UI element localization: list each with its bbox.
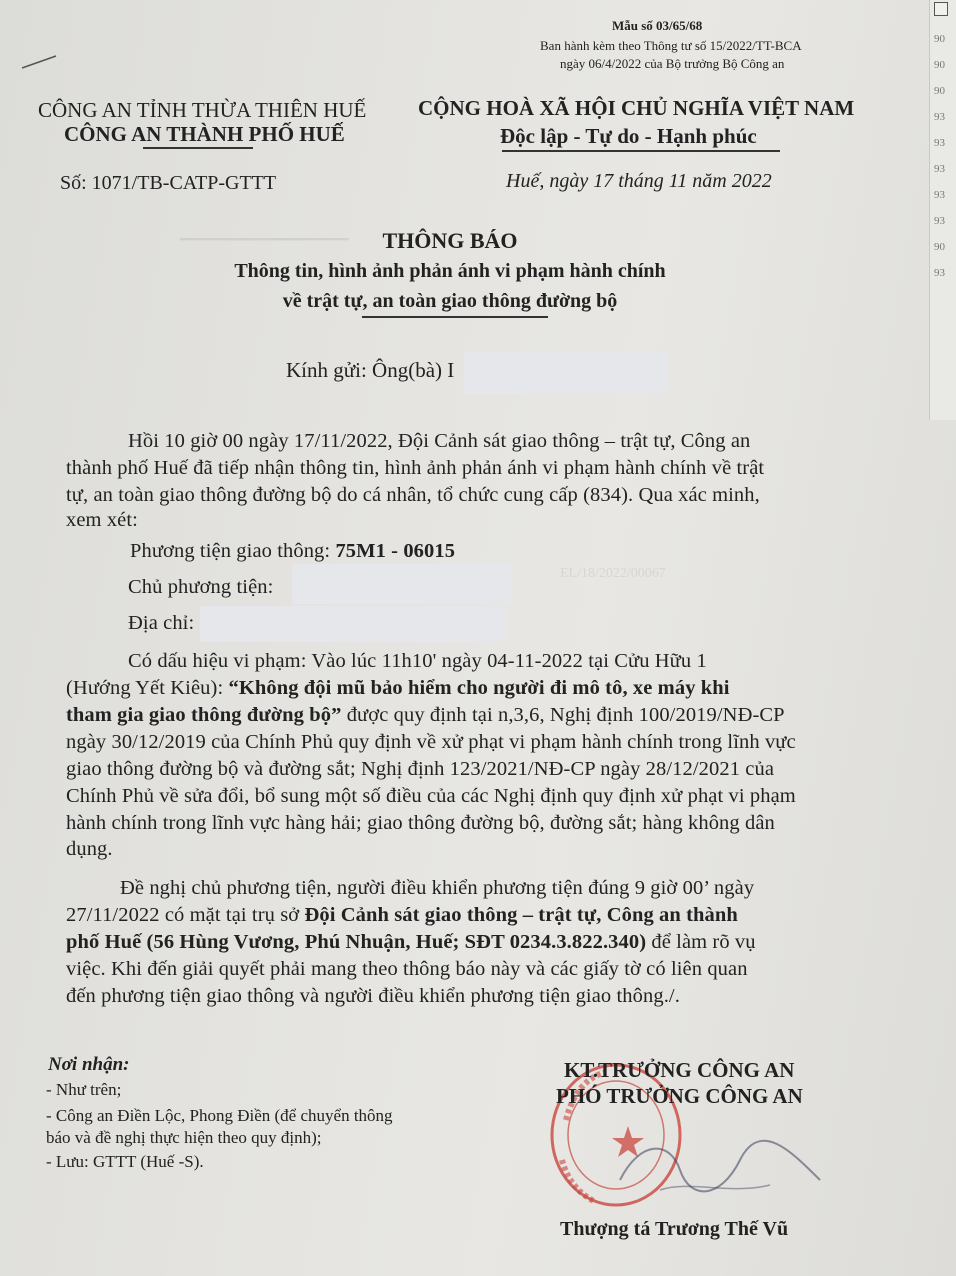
signer-name: Thượng tá Trương Thế Vũ [560, 1218, 789, 1240]
signature-title: KT.TRƯỞNG CÔNG AN [564, 1058, 795, 1082]
document-subtitle-line2: về trật tự, an toàn giao thông đường bộ [282, 290, 618, 312]
request-line [66, 931, 756, 954]
document-subtitle-line1: Thông tin, hình ảnh phản ánh vi phạm hành chính [234, 260, 666, 282]
violation-line [66, 704, 785, 727]
agency-underline [143, 147, 253, 149]
owner-label: Chủ phương tiện: [128, 576, 274, 598]
violation-regulation: được quy định tại n,3,6, Nghị định 100/2019/NĐ-CP [341, 704, 785, 726]
request-line: đến phương tiện giao thông và người điều khiển phương tiện giao thông./. [66, 985, 680, 1007]
document-title: THÔNG BÁO [382, 228, 518, 253]
request-office-address: phố Huế (56 Hùng Vương, Phú Nhuận, Huế; SĐT 0234.3.822.340) [66, 931, 647, 953]
request-purpose: để làm rõ vụ [646, 931, 756, 953]
body-paragraph-1: tự, an toàn giao thông đường bộ do cá nhân, tổ chức cung cấp (834). Qua xác minh, [66, 484, 760, 506]
violation-line: Có dấu hiệu vi phạm: Vào lúc 11h10' ngày 04-11-2022 tại Cửu Hữu 1 [128, 650, 707, 672]
title-underline [362, 316, 548, 318]
recipients-heading: Nơi nhận: [48, 1054, 130, 1075]
violation-line [66, 677, 730, 700]
request-line: Đề nghị chủ phương tiện, người điều khiển phương tiện đúng 9 giờ 00’ ngày [120, 877, 755, 899]
request-line [66, 904, 738, 927]
recipient-item: - Lưu: GTTT (Huế -S). [46, 1152, 204, 1171]
body-paragraph-1: xem xét: [66, 509, 138, 531]
signature-position: PHÓ TRƯỞNG CÔNG AN [556, 1084, 803, 1108]
violation-location: (Hướng Yết Kiêu): [66, 677, 229, 699]
redacted-recipient-name [464, 352, 668, 394]
violation-description: tham gia giao thông đường bộ” [66, 704, 342, 726]
vehicle-plate: 75M1 - 06015 [335, 540, 456, 562]
recipient-item: - Như trên; [46, 1080, 122, 1099]
checkbox-mark [934, 2, 948, 16]
request-date: 27/11/2022 có mặt tại trụ sở [66, 904, 305, 926]
form-issuance-date: ngày 06/4/2022 của Bộ trưởng Bộ Công an [560, 56, 785, 71]
form-number: Mẫu số 03/65/68 [612, 18, 703, 33]
recipient-item: - Công an Điền Lộc, Phong Điền (để chuyển thông [46, 1106, 393, 1125]
body-paragraph-1: Hồi 10 giờ 00 ngày 17/11/2022, Đội Cảnh sát giao thông – trật tự, Công an [128, 430, 751, 452]
violation-line: Chính Phủ về sửa đổi, bổ sung một số điều của các Nghị định quy định xử phạt vi phạm [66, 785, 796, 807]
violation-line: ngày 30/12/2019 của Chính Phủ quy định về xử phạt vi phạm hành chính trong lĩnh vực [66, 731, 796, 753]
document-number: Số: 1071/TB-CATP-GTTT [60, 172, 277, 194]
bleed-through-text: EL/18/2022/00067 [560, 566, 666, 581]
national-title: CỘNG HOÀ XÃ HỘI CHỦ NGHĨA VIỆT NAM [418, 96, 855, 120]
violation-description: “Không đội mũ bảo hiểm cho người đi mô tô, xe máy khi [228, 677, 730, 699]
underlying-page-edge: 90 90 90 93 93 93 93 93 90 93 [929, 0, 956, 420]
violation-line: hành chính trong lĩnh vực hàng hải; giao thông đường bộ, đường sắt; hàng không dân [66, 812, 775, 834]
issuing-agency: CÔNG AN THÀNH PHỐ HUẾ [64, 122, 345, 146]
handwritten-signature [600, 1120, 840, 1220]
bleed-through-text: ━━━━━━━━━━━━━━━━━━━━ [180, 233, 349, 248]
violation-line: dụng. [66, 838, 113, 860]
address-label: Địa chỉ: [128, 612, 195, 634]
vehicle-label: Phương tiện giao thông: [130, 540, 336, 562]
vehicle-line [130, 540, 455, 563]
salutation: Kính gửi: Ông(bà) I [286, 358, 455, 382]
request-office: Đội Cảnh sát giao thông – trật tự, Công an thành [304, 904, 738, 926]
pen-mark [20, 52, 60, 72]
motto-underline [502, 150, 780, 152]
form-issuance: Ban hành kèm theo Thông tư số 15/2022/TT-BCA [540, 38, 802, 53]
redacted-owner [292, 564, 512, 604]
parent-agency: CÔNG AN TỈNH THỪA THIÊN HUẾ [38, 98, 367, 122]
document-date: Huế, ngày 17 tháng 11 năm 2022 [506, 170, 772, 192]
national-motto: Độc lập - Tự do - Hạnh phúc [500, 124, 757, 148]
redacted-address [200, 606, 506, 642]
violation-line: giao thông đường bộ và đường sắt; Nghị định 123/2021/NĐ-CP ngày 28/12/2021 của [66, 758, 775, 780]
recipient-item: báo và đề nghị thực hiện theo quy định); [46, 1128, 322, 1147]
request-line: việc. Khi đến giải quyết phải mang theo thông báo này và các giấy tờ có liên quan [66, 958, 748, 980]
body-paragraph-1: thành phố Huế đã tiếp nhận thông tin, hình ảnh phản ánh vi phạm hành chính về trật [66, 457, 765, 479]
